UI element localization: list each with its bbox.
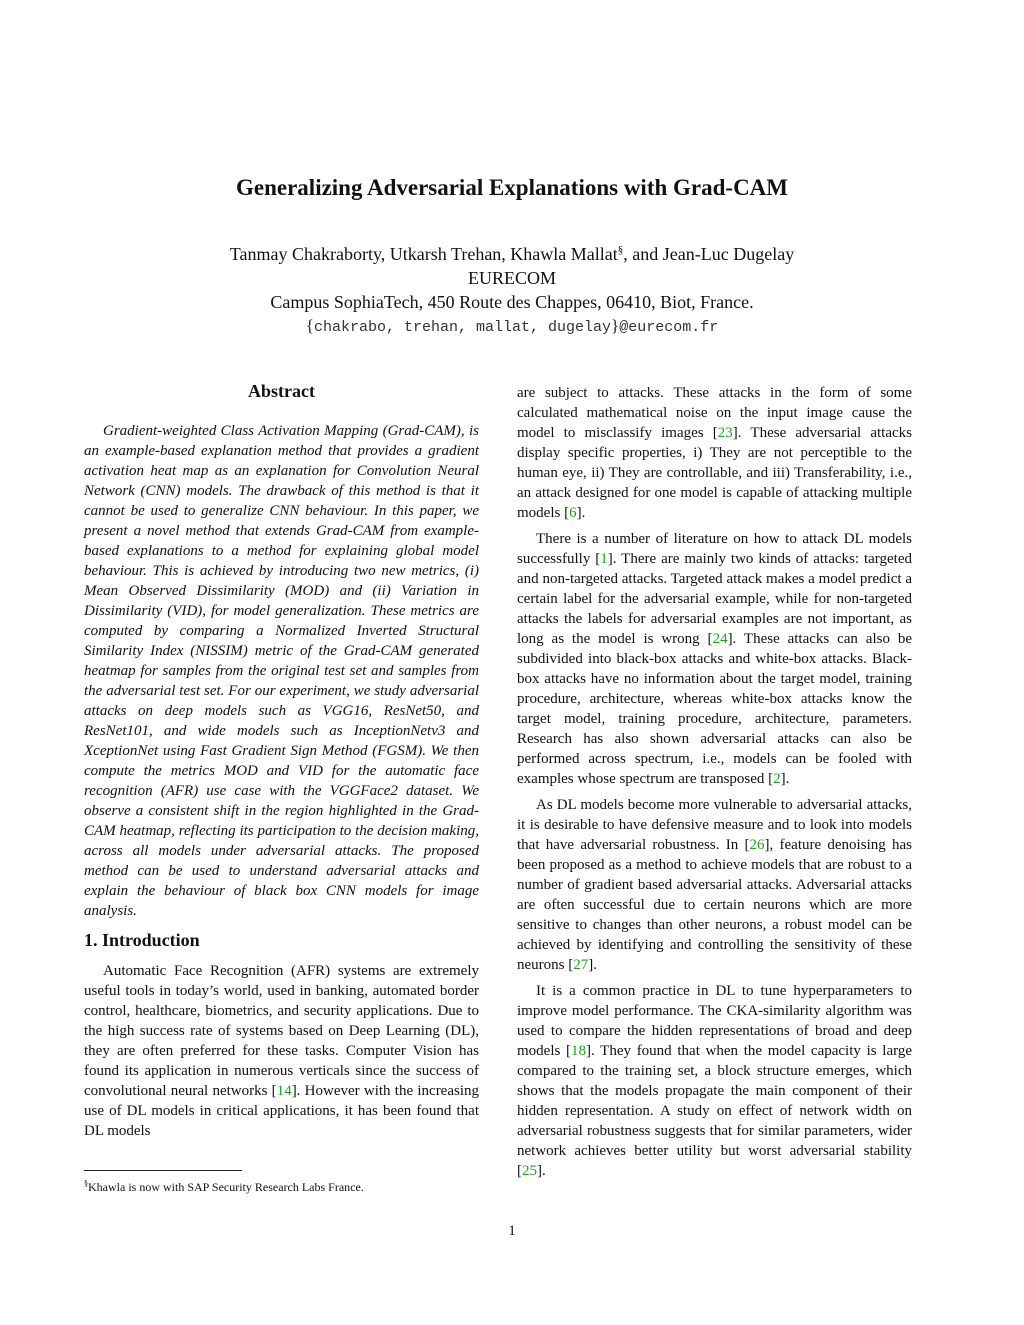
introduction-heading: 1. Introduction — [84, 930, 200, 950]
footnote-mark: § — [84, 1179, 88, 1188]
address: Campus SophiaTech, 450 Route des Chappes, 06410, Biot, France. — [270, 292, 754, 312]
author-block — [0, 242, 1024, 340]
abstract-heading: Abstract — [248, 381, 315, 401]
abstract-text: Gradient-weighted Class Activation Mapping (Grad-CAM), is an example-based explanation method that provides a gradient activation heat map as an explanation for Convolution Neural Network (CNN) models. The drawback of this method is that it cannot be used to generalize CNN behaviour. In this paper, we present a novel method that extends Grad-CAM from example-based explanations to a method for explaining global model behaviour. This is achieved by introducing two new metrics, (i) Mean Observed Dissimilarity (MOD) and (ii) Variation in Dissimilarity (VID), for model generalization. These metrics are computed by comparing a Normalized Inverted Structural Similarity Index (NISSIM) metric of the Grad-CAM generated heatmap for samples from the original test set and samples from the adversarial test set. For our experiment, we study adversarial attacks on deep models such as VGG16, ResNet50, and ResNet101, and wide models such as InceptionNetv3 and XceptionNet using Fast Gradient Sign Method (FGSM). We then compute the metrics MOD and VID for the automatic face recognition (AFR) use case with the VGGFace2 dataset. We observe a consistent shift in the region highlighted in the Grad-CAM heatmap, reflecting its participation to the decision making, across all models under adversarial attacks. The proposed method can be used to understand adversarial attacks and explain the behaviour of black box CNN models for image analysis. — [84, 423, 479, 919]
author-names: Tanmay Chakraborty, Utkarsh Trehan, Khawla Mallat§, and Jean-Luc Dugelay — [229, 244, 795, 264]
right-column — [517, 383, 912, 1181]
left-column — [84, 380, 479, 1141]
affiliation: EURECOM — [467, 268, 556, 288]
citation-link[interactable]: 18 — [571, 1043, 587, 1059]
paper-title: Generalizing Adversarial Explanations with Grad-CAM — [236, 175, 788, 200]
body-paragraph: As DL models become more vulnerable to adversarial attacks, it is desirable to have defensive measure and to look into models that have adversarial robustness. In [26], feature denoising has been proposed as a method to achieve models that are robust to a number of gradient based adversarial attacks. Adversarial attacks are often successful due to certain neurons which are more sensitive to changes than other neurons, a robust model can be achieved by identifying and controlling the sensitivity of these neurons [27]. — [517, 797, 912, 973]
citation-link[interactable]: 25 — [522, 1163, 537, 1179]
citation-link[interactable]: 2 — [773, 771, 781, 787]
citation-link[interactable]: 14 — [276, 1083, 292, 1099]
footnote: §Khawla is now with SAP Security Research Labs France. — [84, 1179, 364, 1194]
citation-link[interactable]: 26 — [749, 837, 765, 853]
page-number: 1 — [508, 1223, 516, 1239]
footnote-mark: § — [617, 244, 624, 256]
citation-link[interactable]: 27 — [573, 957, 589, 973]
citation-link[interactable]: 24 — [712, 631, 728, 647]
citation-link[interactable]: 6 — [569, 505, 577, 521]
email-line: {chakrabo, trehan, mallat, dugelay}@eurecom.fr — [305, 316, 719, 336]
intro-paragraph: Automatic Face Recognition (AFR) systems are extremely useful tools in today’s world, used in banking, automated border control, healthcare, biometrics, and security applications. Due to the high success rate of systems based on Deep Learning (DL), they are often preferred for these tasks. Computer Vision has found its application in numerous verticals since the success of convolutional neural networks [14]. However with the increasing use of DL models in critical applications, it has been found that DL models — [84, 963, 480, 1139]
footnote-divider — [84, 1170, 242, 1171]
citation-link[interactable]: 1 — [600, 551, 608, 567]
body-paragraph: There is a number of literature on how to attack DL models successfully [1]. There are mainly two kinds of attacks: targeted and non-targeted attacks. Targeted attack makes a model predict a certain label for the adversarial example, while for non-targeted attacks the labels for adversarial examples are not important, as long as the model is wrong [24]. These attacks can also be subdivided into black-box attacks and white-box attacks. Black-box attacks have no information about the target model, training procedure, architecture, whereas white-box attacks know the target model, training procedure, architecture, parameters. Research has also shown adversarial attacks can also be performed across spectrum, i.e., models can be fooled with examples whose spectrum are transposed [2]. — [517, 531, 913, 787]
body-paragraph: are subject to attacks. These attacks in the form of some calculated mathematical noise on the input image cause the model to misclassify images [23]. These adversarial attacks display specific properties, i) They are not perceptible to the human eye, ii) They are controllable, and iii) Transferability, i.e., an attack designed for one model is capable of attacking multiple models [6]. — [517, 385, 912, 521]
body-paragraph: It is a common practice in DL to tune hyperparameters to improve model performance. The CKA-similarity algorithm was used to compare the hidden representations of broad and deep models [18]. They found that when the model capacity is large compared to the training set, a block structure emerges, which shows that the models propagate the main component of their hidden representation. A study on effect of network width on adversarial robustness suggests that for similar parameters, wider network achieves better utility but worst adversarial stability [25]. — [517, 983, 912, 1179]
citation-link[interactable]: 23 — [717, 425, 733, 441]
